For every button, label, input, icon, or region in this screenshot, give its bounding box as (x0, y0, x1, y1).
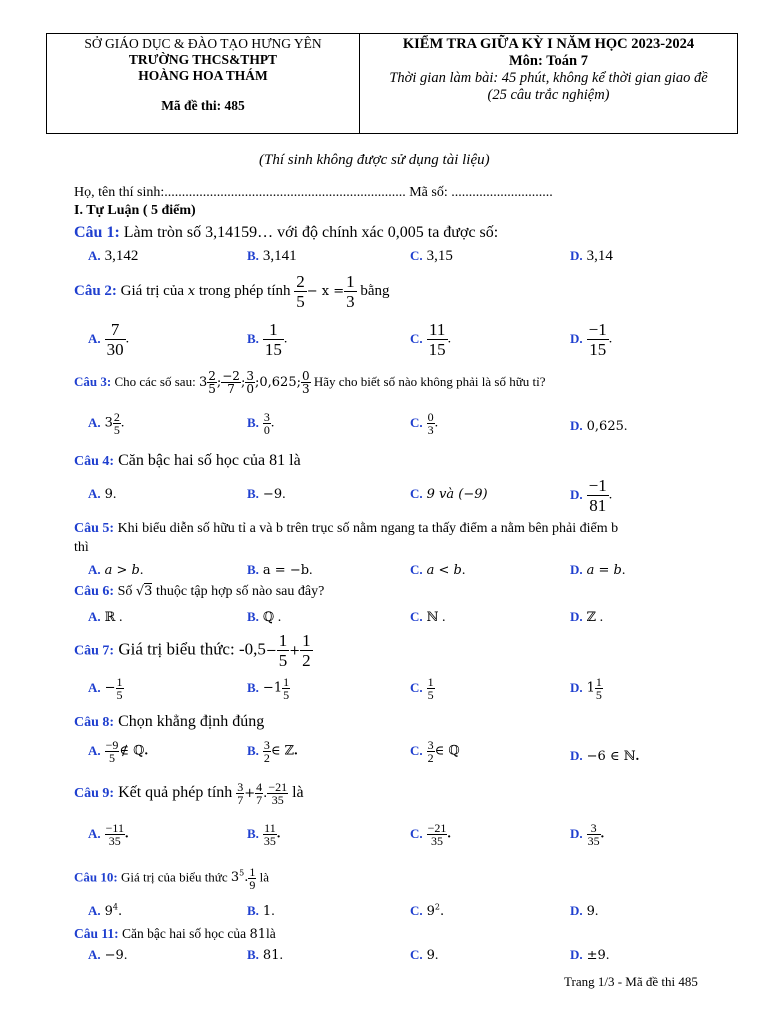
exam-header (46, 33, 738, 134)
q10-option-a: A. $9^4$. (88, 903, 123, 920)
question-text: Làm tròn số 3,14159… với độ chính xác 0,005 ta được số: (123, 224, 499, 241)
page-footer: Trang 1/3 - Mã đề thi 485 (564, 974, 698, 989)
question-4: Câu 4: Căn bậc hai số học của 81 là (74, 452, 301, 469)
duration: Thời gian làm bài: 45 phút, không kể thời gian giao đề (389, 70, 708, 86)
q5-option-c: C. a < b. (410, 562, 466, 578)
question-5-cont: thì (74, 540, 89, 555)
q11-option-c: C. 9. (410, 947, 439, 963)
q10-option-d: D. 9. (570, 903, 599, 919)
q6-option-b: B. ℚ . (247, 609, 282, 625)
q11-option-d: D. ±9. (570, 947, 610, 963)
fraction: $\frac{1}{3}$ (346, 272, 355, 311)
q5-option-b: B. a = −b. (247, 562, 313, 578)
school-name-2: HOÀNG HOA THÁM (138, 68, 268, 83)
question-label: Câu 1: (74, 224, 120, 241)
q5-option-a: A. a > b. (88, 562, 144, 578)
question-count: (25 câu trắc nghiệm) (487, 87, 610, 103)
q7-option-d: D. 1 $\frac{1}{5}$ (570, 675, 602, 702)
question-2: Câu 2: Giá trị của x trong phép tính $\frac{2}{5}$ − x = $\frac{1}{3}$ bằng (74, 272, 390, 311)
q7-option-a: A. − $\frac{1}{5}$ (88, 675, 123, 702)
header-right (360, 34, 737, 133)
q2-option-d: D. $\frac{-1}{15}$ . (570, 320, 613, 359)
header-left (47, 34, 360, 133)
q3-option-b: B. $\frac{3}{0}$ . (247, 410, 275, 437)
question-11: Câu 11: Căn bậc hai số học của 81là (74, 926, 276, 942)
subject: Môn: Toán 7 (509, 53, 588, 69)
q3-option-a: A. 3 $\frac{2}{5}$ . (88, 410, 125, 437)
question-7: Câu 7: Giá trị biểu thức: -0,5− $\frac{1}{5}$ + $\frac{1}{2}$ (74, 631, 311, 670)
q4-option-b: B. −9. (247, 486, 286, 502)
no-materials-note: (Thí sinh không được sử dụng tài liệu) (259, 152, 490, 168)
q6-option-a: A. ℝ . (88, 609, 123, 625)
q5-option-d: D. a = b. (570, 562, 626, 578)
q1-option-b: B. 3,141 (247, 248, 297, 264)
question-10: Câu 10: Giá trị của biểu thức $3^5$. $\frac{1}{9}$ là (74, 865, 270, 892)
q10-option-b: B. 1. (247, 903, 275, 919)
question-5: Câu 5: Khi biểu diễn số hữu tỉ a và b trên trục số nằm ngang ta thấy điểm a nằm bên phải điểm b (74, 521, 619, 536)
sqrt-symbol: √3 (135, 584, 153, 599)
q8-option-d: D. −6 ∈ ℕ. (570, 748, 640, 764)
q8-option-c: C. $\frac{3}{2}$ ∈ ℚ (410, 738, 460, 765)
q11-option-a: A. −9. (88, 947, 128, 963)
q1-option-d: D. 3,14 (570, 248, 613, 264)
section-title: I. Tự Luận ( 5 điểm) (74, 203, 196, 218)
q9-option-d: D. $\frac{3}{35}$ . (570, 821, 605, 848)
q2-option-c: C. $\frac{11}{15}$ . (410, 320, 452, 359)
q9-option-c: C. $\frac{-21}{35}$ . (410, 821, 451, 848)
q2-option-b: B. $\frac{1}{15}$ . (247, 320, 288, 359)
q6-option-c: C. ℕ . (410, 609, 446, 625)
question-9: Câu 9: Kết quả phép tính $\frac{3}{7}$ + $\frac{4}{7}$ . $\frac{-21}{35}$ là (74, 780, 304, 807)
q6-option-d: D. ℤ . (570, 609, 604, 625)
q4-option-a: A. 9. (88, 486, 117, 502)
question-8: Câu 8: Chọn khẳng định đúng (74, 713, 265, 730)
q8-option-b: B. $\frac{3}{2}$ ∈ ℤ. (247, 738, 298, 765)
q4-option-d: D. $\frac{-1}{81}$ . (570, 476, 613, 515)
student-info-line: Họ, tên thí sinh:..................................................................... Mã số: ............................. (74, 185, 553, 200)
q1-option-c: C. 3,15 (410, 248, 453, 264)
q3-option-c: C. $\frac{0}{3}$ . (410, 410, 439, 437)
question-6: Câu 6: Số √3 thuộc tập hợp số nào sau đây? (74, 584, 325, 599)
q8-option-a: A. $\frac{-9}{5}$ ∉ ℚ. (88, 738, 149, 765)
question-3: Câu 3: Cho các số sau: 3 $\frac{2}{5}$ ; $\frac{-2}{7}$ ; $\frac{3}{0}$ ;0,625; $\frac{0}{3}$ Hãy cho biết số nào không phải là số hữu tỉ? (74, 369, 546, 396)
q4-option-c: C. 9 và (−9) (410, 486, 488, 502)
exam-title: KIỂM TRA GIỮA KỲ I NĂM HỌC 2023-2024 (402, 36, 695, 52)
q7-option-b: B. −1 $\frac{1}{5}$ (247, 675, 290, 702)
department-name: SỞ GIÁO DỤC & ĐÀO TẠO HƯNG YÊN (84, 36, 322, 51)
exam-code: Mã đề thi: 485 (161, 98, 245, 113)
q9-option-b: B. $\frac{11}{35}$ . (247, 821, 281, 848)
q2-option-a: A. $\frac{7}{30}$ . (88, 320, 130, 359)
school-name: TRƯỜNG THCS&THPT (128, 52, 278, 67)
question-1 (74, 224, 498, 242)
q7-option-c: C. $\frac{1}{5}$ (410, 675, 434, 702)
q10-option-c: C. $9^2$. (410, 903, 445, 920)
q1-option-a: A. 3,142 (88, 248, 139, 264)
q11-option-b: B. 81. (247, 947, 283, 963)
q9-option-a: A. $\frac{-11}{35}$ . (88, 821, 129, 848)
q3-option-d: D. 0,625. (570, 418, 628, 434)
fraction: $\frac{2}{5}$ (296, 272, 305, 311)
